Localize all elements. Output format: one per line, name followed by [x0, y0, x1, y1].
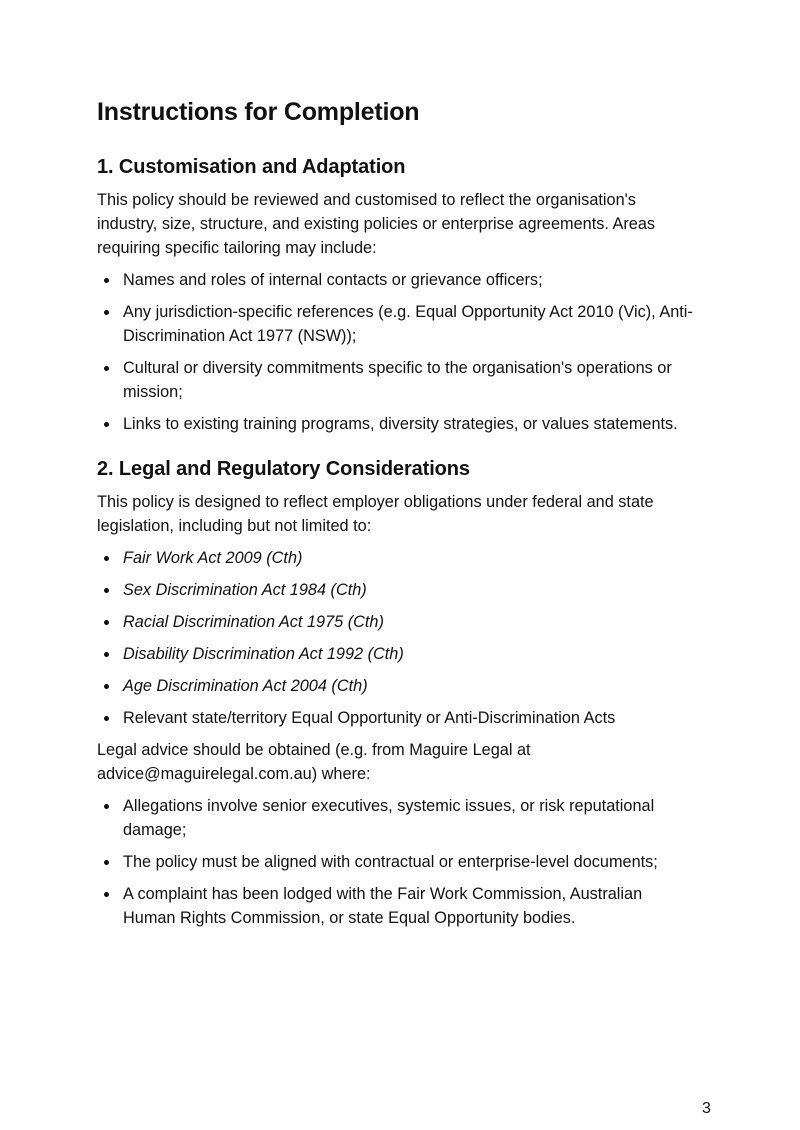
section-customisation: [97, 152, 697, 436]
list-item: A complaint has been lodged with the Fair Work Commission, Australian Human Rights Commission, or state Equal Opportunity bodies.: [97, 882, 697, 930]
tailoring-list: [97, 268, 697, 436]
legal-advice-intro: Legal advice should be obtained (e.g. from Maguire Legal at advice@maguirelegal.com.au) where:: [97, 741, 531, 783]
list-item: [97, 642, 697, 666]
page-title: Instructions for Completion: [97, 98, 420, 126]
list-item: The policy must be aligned with contractual or enterprise-level documents;: [97, 850, 697, 874]
list-item: Allegations involve senior executives, systemic issues, or risk reputational damage;: [97, 794, 697, 842]
list-item: Cultural or diversity commitments specific to the organisation's operations or mission;: [97, 356, 697, 404]
section-intro: This policy is designed to reflect employer obligations under federal and state legislation, including but not limited to:: [97, 493, 654, 535]
list-item: [97, 546, 697, 570]
page-number: 3: [702, 1100, 711, 1117]
section-heading: 2. Legal and Regulatory Considerations: [97, 458, 470, 480]
legislation-list: [97, 546, 697, 730]
list-item: [97, 610, 697, 634]
list-item: Any jurisdiction-specific references (e.g. Equal Opportunity Act 2010 (Vic), Anti-Discrimination Act 1977 (NSW));: [97, 300, 697, 348]
list-item: Relevant state/territory Equal Opportunity or Anti-Discrimination Acts: [97, 706, 697, 730]
list-item: [97, 674, 697, 698]
legislation-name: Sex Discrimination Act 1984 (Cth): [123, 581, 367, 599]
legislation-name: Disability Discrimination Act 1992 (Cth): [123, 645, 404, 663]
legislation-name: Racial Discrimination Act 1975 (Cth): [123, 613, 384, 631]
section-legal: [97, 454, 697, 930]
section-heading: 1. Customisation and Adaptation: [97, 156, 406, 178]
list-item: [97, 578, 697, 602]
section-intro: This policy should be reviewed and customised to reflect the organisation's industry, size, structure, and existing policies or enterprise agreements. Areas requiring specific tailoring may include:: [97, 191, 656, 257]
legislation-name: Age Discrimination Act 2004 (Cth): [123, 677, 368, 695]
list-item: Names and roles of internal contacts or grievance officers;: [97, 268, 697, 292]
list-item: Links to existing training programs, diversity strategies, or values statements.: [97, 412, 697, 436]
legislation-name: Fair Work Act 2009 (Cth): [123, 549, 303, 567]
advice-list: [97, 794, 697, 930]
document-page: [97, 94, 697, 938]
